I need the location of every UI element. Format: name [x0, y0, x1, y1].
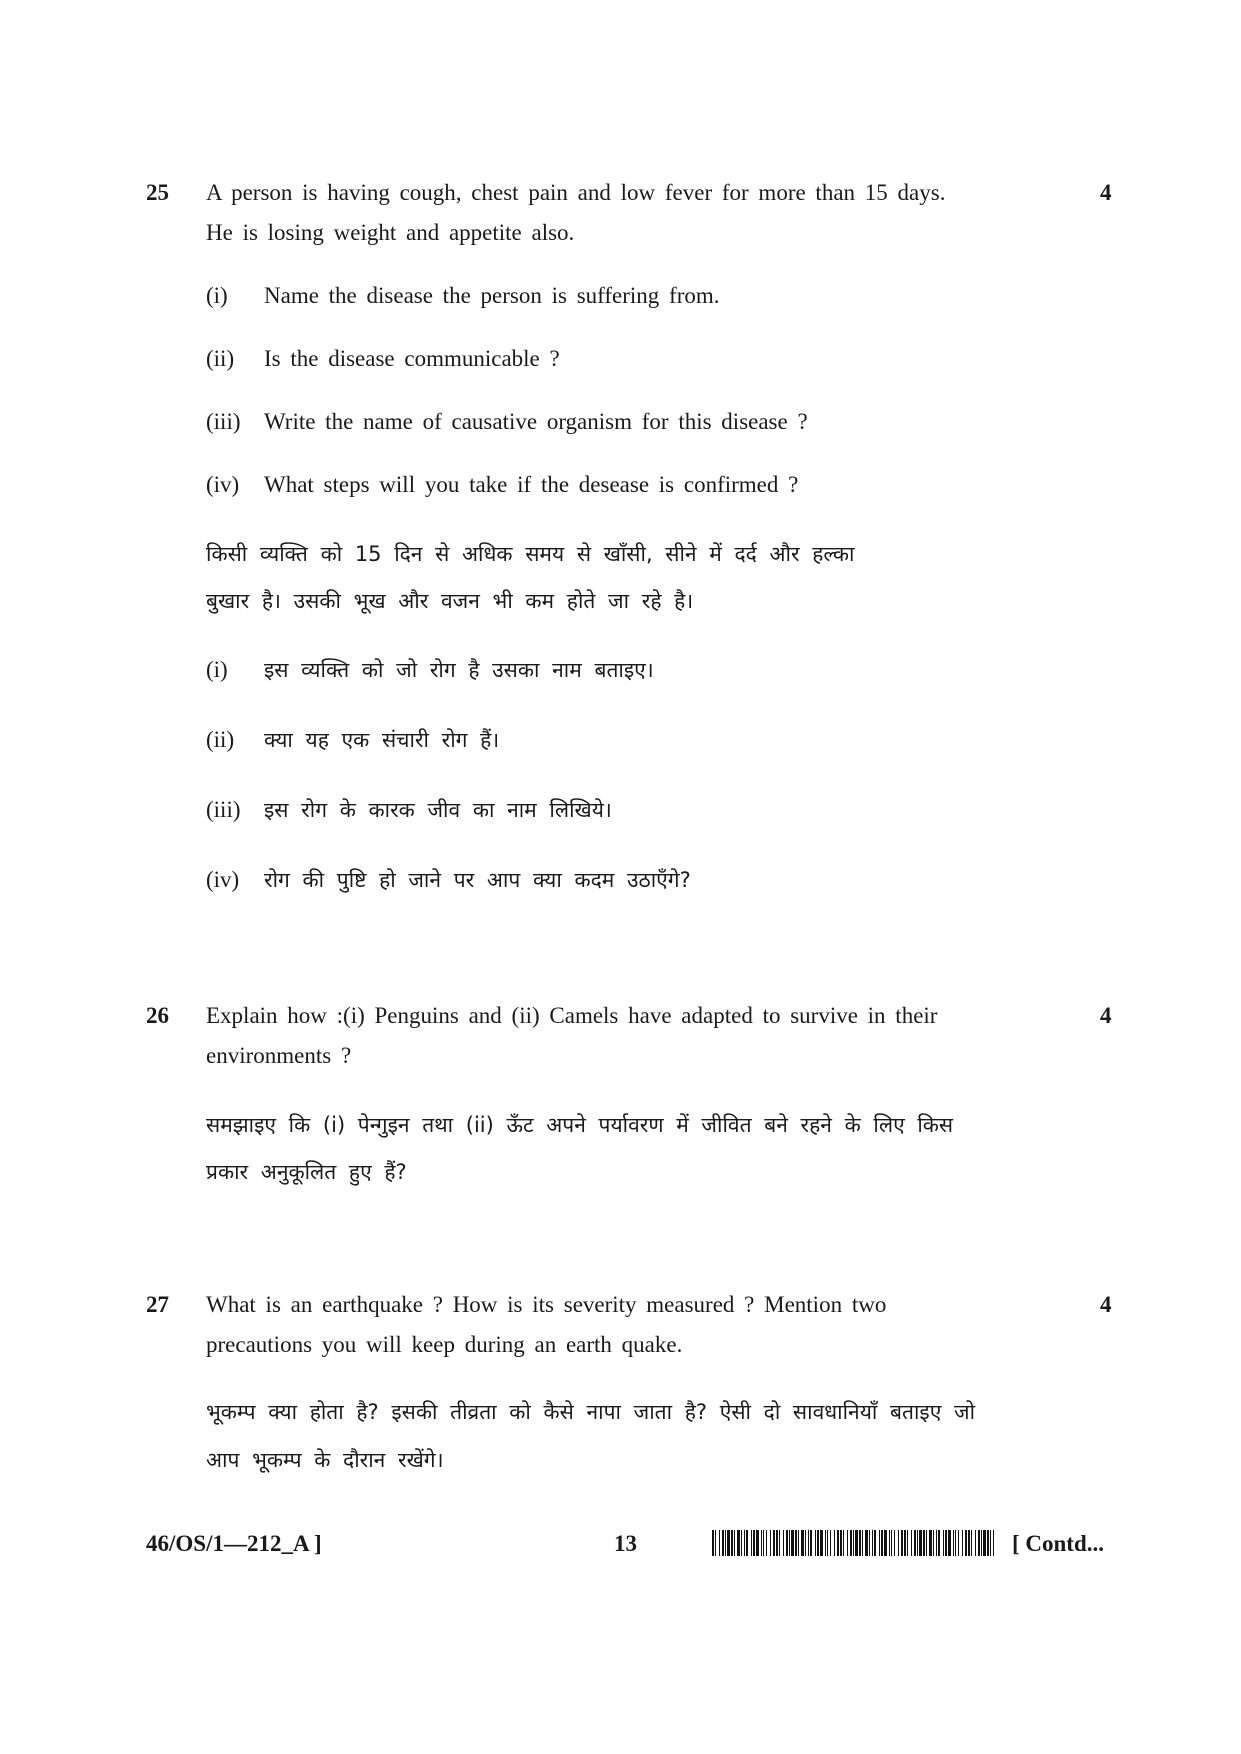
- q26-hindi-line-2: प्रकार अनुकूलित हुए हैं?: [206, 1160, 407, 1184]
- barcode-stripe: [820, 1530, 823, 1556]
- barcode-stripe: [881, 1530, 883, 1556]
- barcode-stripe: [987, 1530, 989, 1556]
- barcode-stripe: [827, 1530, 828, 1556]
- barcode-stripe: [859, 1530, 861, 1556]
- barcode-stripe: [776, 1530, 778, 1556]
- barcode-stripe: [795, 1530, 797, 1556]
- sub-text: रोग की पुष्टि हो जाने पर आप क्या कदम उठाएँगे?: [264, 868, 691, 892]
- barcode-stripe: [808, 1530, 809, 1556]
- sub-text: क्या यह एक संचारी रोग हैं।: [264, 728, 500, 752]
- q25-subquestion: [206, 283, 720, 309]
- sub-label: (ii): [206, 346, 235, 371]
- barcode-stripe: [869, 1530, 870, 1556]
- marks-25: 4: [1100, 180, 1112, 205]
- barcode-stripe: [872, 1530, 873, 1556]
- barcode-stripe: [850, 1530, 852, 1556]
- barcode-stripe: [786, 1530, 788, 1556]
- q26-text-line-2: environments ?: [206, 1043, 352, 1068]
- q25-hindi-line-1: किसी व्यक्ति को 15 दिन से अधिक समय से खाँसी, सीने में दर्द और हल्का: [206, 542, 855, 566]
- barcode-stripe: [914, 1530, 916, 1556]
- barcode-stripe: [801, 1530, 804, 1556]
- barcode-stripe: [889, 1530, 890, 1556]
- barcode-stripe: [898, 1530, 899, 1556]
- page-number: 13: [614, 1531, 637, 1556]
- barcode-stripe: [911, 1530, 912, 1556]
- barcode-stripe: [884, 1530, 887, 1556]
- barcode-stripe: [727, 1530, 730, 1556]
- barcode-stripe: [978, 1530, 980, 1556]
- barcode-stripe: [834, 1530, 835, 1556]
- barcode-stripe: [825, 1530, 826, 1556]
- barcode-stripe: [990, 1530, 991, 1556]
- barcode-stripe: [981, 1530, 982, 1556]
- q25-hindi-subquestion: [206, 796, 612, 824]
- barcode-stripe: [936, 1530, 937, 1556]
- q25-text-line-2: He is losing weight and appetite also.: [206, 220, 575, 245]
- barcode-stripe: [975, 1530, 976, 1556]
- sub-text: इस रोग के कारक जीव का नाम लिखिये।: [264, 798, 612, 822]
- barcode-stripe: [753, 1530, 755, 1556]
- barcode-stripe: [874, 1530, 876, 1556]
- barcode-stripe: [783, 1530, 784, 1556]
- barcode-stripe: [943, 1530, 944, 1556]
- sub-text: What steps will you take if the desease is confirmed ?: [264, 472, 799, 497]
- barcode-stripe: [815, 1530, 816, 1556]
- barcode-stripe: [763, 1530, 764, 1556]
- barcode-stripe: [734, 1530, 735, 1556]
- barcode-stripe: [789, 1530, 790, 1556]
- barcode-stripe: [712, 1530, 714, 1556]
- sub-label: (i): [206, 657, 228, 682]
- question-number-27: 27: [146, 1292, 169, 1317]
- barcode-stripe: [779, 1530, 780, 1556]
- sub-text: Write the name of causative organism for this disease ?: [264, 409, 808, 434]
- question-number-25: 25: [146, 180, 169, 205]
- q27-hindi-line-1: भूकम्प क्या होता है? इसकी तीव्रता को कैसे नापा जाता है? ऐसी दो सावधानियाँ बताइए जो: [206, 1400, 976, 1424]
- barcode-stripe: [894, 1530, 895, 1556]
- sub-label: (iv): [206, 472, 240, 497]
- barcode-stripe: [955, 1530, 956, 1556]
- barcode-stripe: [945, 1530, 947, 1556]
- q25-subquestion: [206, 409, 808, 435]
- barcode-stripe: [933, 1530, 934, 1556]
- sub-label: (iv): [206, 867, 240, 892]
- q25-subquestion: [206, 346, 560, 372]
- barcode-stripe: [926, 1530, 927, 1556]
- q25-subquestion: [206, 472, 798, 498]
- q25-hindi-subquestion: [206, 726, 499, 754]
- barcode-stripe: [953, 1530, 954, 1556]
- barcode-stripe: [770, 1530, 771, 1556]
- q25-hindi-subquestion: [206, 656, 654, 684]
- barcode-stripe: [731, 1530, 733, 1556]
- q25-text-line-1: A person is having cough, chest pain and low fever for more than 15 days.: [206, 180, 946, 205]
- sub-label: (i): [206, 283, 228, 308]
- barcode-stripe: [983, 1530, 986, 1556]
- barcode-stripe: [756, 1530, 759, 1556]
- barcode-stripe: [938, 1530, 940, 1556]
- q26-hindi-line-1: समझाइए कि (i) पेन्गुइन तथा (ii) ऊँट अपने पर्यावरण में जीवित बने रहने के लिए किस: [206, 1113, 954, 1137]
- barcode-stripe: [737, 1530, 740, 1556]
- barcode-stripe: [891, 1530, 892, 1556]
- barcode-stripe: [971, 1530, 972, 1556]
- barcode-stripe: [798, 1530, 799, 1556]
- barcode-stripe: [837, 1530, 839, 1556]
- barcode-stripe: [805, 1530, 806, 1556]
- barcode-stripe: [965, 1530, 967, 1556]
- q27-text-line-1: What is an earthquake ? How is its severity measured ? Mention two: [206, 1292, 887, 1317]
- barcode-stripe: [817, 1530, 819, 1556]
- barcode-stripe: [904, 1530, 906, 1556]
- barcode-stripe: [791, 1530, 794, 1556]
- continued-label: [ Contd...: [1012, 1531, 1105, 1556]
- sub-label: (iii): [206, 409, 241, 434]
- barcode-stripe: [810, 1530, 812, 1556]
- barcode-stripe: [958, 1530, 959, 1556]
- paper-code: 46/OS/1—212_A ]: [146, 1531, 322, 1556]
- q25-hindi-subquestion: [206, 866, 691, 894]
- barcode-stripe: [715, 1530, 716, 1556]
- barcode-stripe: [968, 1530, 970, 1556]
- barcode-stripe: [746, 1530, 748, 1556]
- sub-text: Is the disease communicable ?: [264, 346, 560, 371]
- barcode-stripe: [773, 1530, 775, 1556]
- barcode-stripe: [923, 1530, 925, 1556]
- barcode-stripe: [840, 1530, 842, 1556]
- sub-text: Name the disease the person is suffering from.: [264, 283, 720, 308]
- barcode-stripe: [830, 1530, 831, 1556]
- barcode-stripe: [865, 1530, 868, 1556]
- sub-label: (iii): [206, 797, 241, 822]
- q25-hindi-line-2: बुखार है। उसकी भूख और वजन भी कम होते जा रहे है।: [206, 589, 694, 613]
- barcode-stripe: [766, 1530, 767, 1556]
- barcode-stripe: [744, 1530, 745, 1556]
- barcode: [712, 1530, 994, 1556]
- barcode-stripe: [761, 1530, 762, 1556]
- barcode-stripe: [853, 1530, 854, 1556]
- marks-27: 4: [1100, 1292, 1112, 1317]
- barcode-stripe: [722, 1530, 724, 1556]
- barcode-stripe: [843, 1530, 844, 1556]
- barcode-stripe: [855, 1530, 858, 1556]
- barcode-stripe: [919, 1530, 922, 1556]
- barcode-stripe: [879, 1530, 880, 1556]
- barcode-stripe: [847, 1530, 848, 1556]
- sub-label: (ii): [206, 727, 235, 752]
- barcode-stripe: [719, 1530, 720, 1556]
- barcode-stripe: [862, 1530, 863, 1556]
- marks-26: 4: [1100, 1003, 1112, 1028]
- barcode-stripe: [901, 1530, 903, 1556]
- sub-text: इस व्यक्ति को जो रोग है उसका नाम बताइए।: [264, 658, 654, 682]
- barcode-stripe: [725, 1530, 726, 1556]
- barcode-stripe: [993, 1530, 994, 1556]
- barcode-stripe: [962, 1530, 963, 1556]
- barcode-stripe: [907, 1530, 908, 1556]
- barcode-stripe: [751, 1530, 752, 1556]
- question-number-26: 26: [146, 1003, 169, 1028]
- barcode-stripe: [929, 1530, 932, 1556]
- barcode-stripe: [917, 1530, 918, 1556]
- barcode-stripe: [948, 1530, 951, 1556]
- q27-text-line-2: precautions you will keep during an earth quake.: [206, 1332, 683, 1357]
- barcode-stripe: [741, 1530, 742, 1556]
- q27-hindi-line-2: आप भूकम्प के दौरान रखेंगे।: [206, 1448, 444, 1472]
- q26-text-line-1: Explain how :(i) Penguins and (ii) Camels have adapted to survive in their: [206, 1003, 938, 1028]
